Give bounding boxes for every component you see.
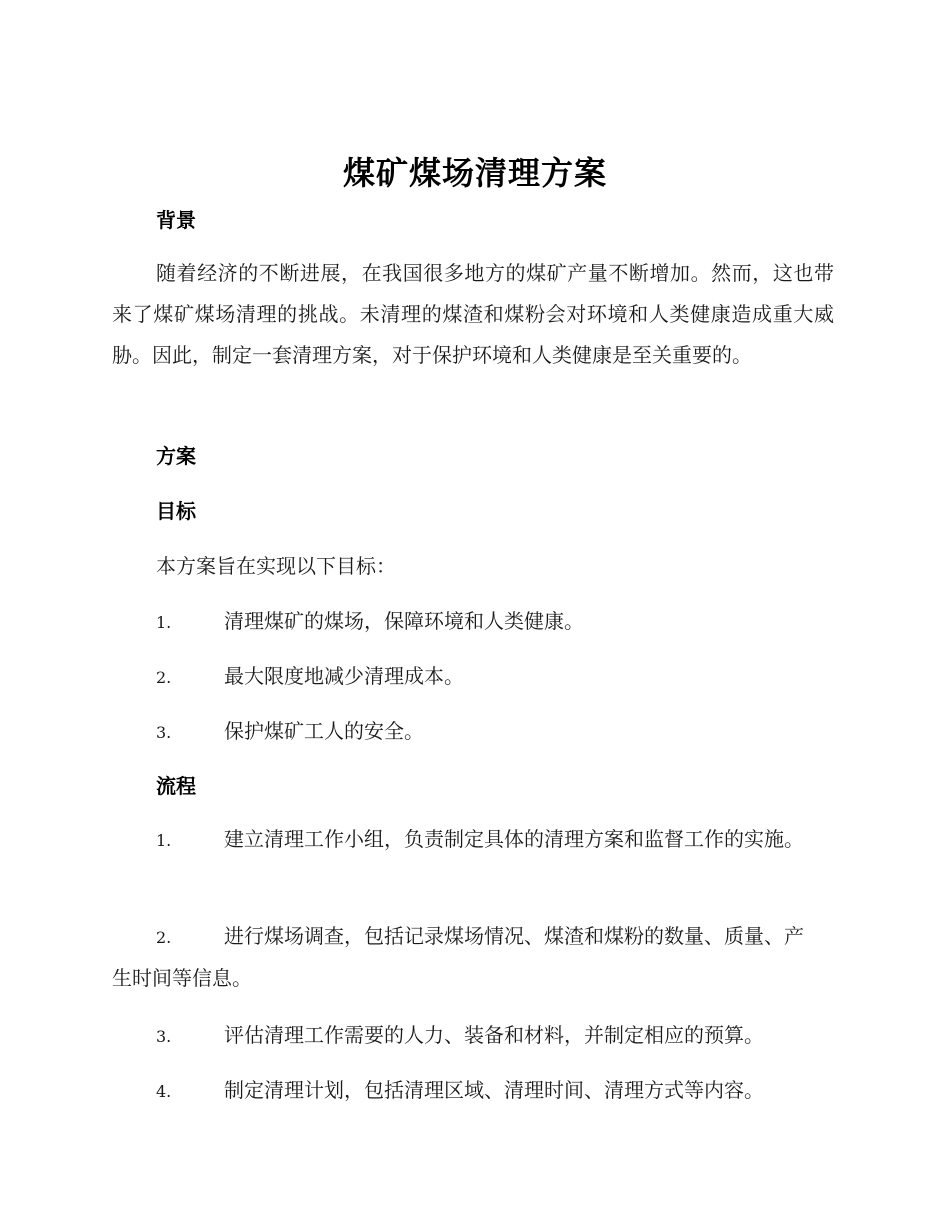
goal-item: [156, 716, 424, 748]
list-text: 进行煤场调查，包括记录煤场情况、煤渣和煤粉的数量、质量、产生时间等信息。: [112, 924, 804, 990]
list-text: 制定清理计划，包括清理区域、清理时间、清理方式等内容。: [224, 1078, 764, 1102]
list-number: 1.: [156, 613, 172, 632]
list-number: 4.: [156, 1082, 172, 1101]
list-text: 评估清理工作需要的人力、装备和材料，并制定相应的预算。: [224, 1023, 764, 1047]
process-item: [112, 819, 822, 861]
heading-plan: 方案: [156, 444, 196, 468]
list-text: 建立清理工作小组，负责制定具体的清理方案和监督工作的实施。: [224, 827, 804, 851]
list-number: 2.: [156, 928, 172, 947]
list-text: 清理煤矿的煤场，保障环境和人类健康。: [224, 609, 584, 633]
heading-background: 背景: [156, 208, 196, 232]
list-number: 3.: [156, 723, 172, 742]
list-text: 最大限度地减少清理成本。: [224, 664, 464, 688]
process-item: [112, 916, 822, 999]
heading-process: 流程: [156, 774, 196, 798]
background-paragraph: 随着经济的不断进展，在我国很多地方的煤矿产量不断增加。然而，这也带来了煤矿煤场清理的挑战。未清理的煤渣和煤粉会对环境和人类健康造成重大威胁。因此，制定一套清理方案，对于保护环境和人类健康是至关重要的。: [112, 261, 834, 367]
process-item: [156, 1020, 764, 1052]
goal-item: [156, 606, 584, 638]
goals-intro: 本方案旨在实现以下目标：: [156, 554, 396, 578]
heading-goals: 目标: [156, 499, 196, 523]
list-number: 1.: [156, 831, 172, 850]
list-number: 3.: [156, 1027, 172, 1046]
process-item: [156, 1075, 764, 1107]
list-number: 2.: [156, 668, 172, 687]
list-text: 保护煤矿工人的安全。: [224, 719, 424, 743]
goal-item: [156, 661, 464, 693]
page-title: 煤矿煤场清理方案: [342, 154, 607, 192]
